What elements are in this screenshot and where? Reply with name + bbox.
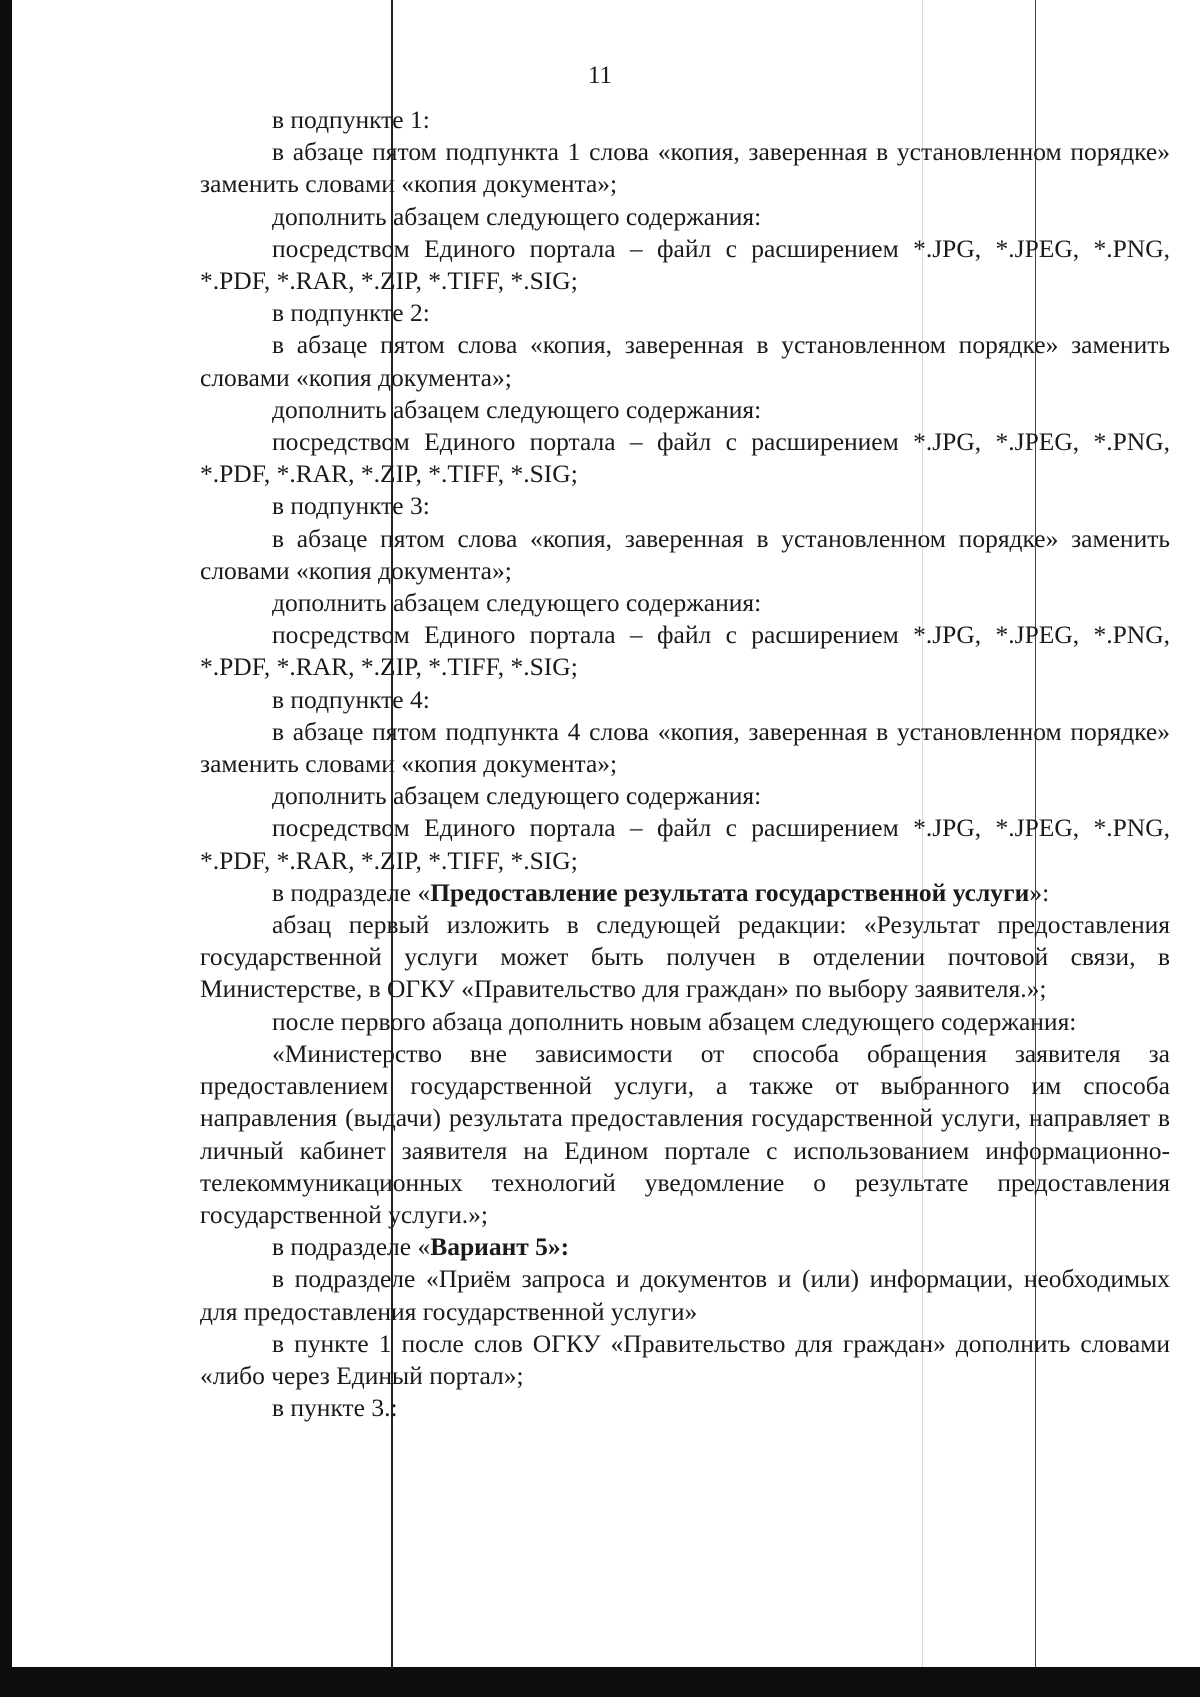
paragraph: посредством Единого портала – файл с расширением *.JPG, *.JPEG, *.PNG, *.PDF, *.RAR, *.ZIP, *.TIFF, *.SIG; (200, 427, 1170, 489)
subsection-heading-paragraph (200, 1231, 1170, 1263)
paragraph: посредством Единого портала – файл с расширением *.JPG, *.JPEG, *.PNG, *.PDF, *.RAR, *.ZIP, *.TIFF, *.SIG; (200, 620, 1170, 682)
paragraph: в подпункте 3: (272, 491, 430, 521)
paragraph: в пункте 1 после слов ОГКУ «Правительство для граждан» дополнить словами «либо через Единый портал»; (200, 1328, 1170, 1390)
paragraph: в пункте 3.: (272, 1393, 398, 1423)
paragraph: после первого абзаца дополнить новым абзацем следующего содержания: (272, 1006, 1077, 1036)
paragraph: в подразделе «Приём запроса и документов и (или) информации, необходимых для предоставления государственной услуги» (200, 1264, 1170, 1326)
subsection-heading-paragraph (200, 877, 1170, 909)
paragraph-text: в подразделе « (272, 1232, 431, 1262)
paragraph: дополнить абзацем следующего содержания: (272, 394, 762, 424)
paragraph: в абзаце пятом подпункта 1 слова «копия, заверенная в установленном порядке» заменить словами «копия документа»; (200, 137, 1170, 199)
paragraph: «Министерство вне зависимости от способа обращения заявителя за предоставлением государственной услуги, а также от выбранного им способа направления (выдачи) результата предоставления государственной услуги, направляет в личный кабинет заявителя на Едином портале с использованием информационно-телекоммуникационных технологий уведомление о результате предоставления государственной услуги.»; (200, 1038, 1170, 1229)
paragraph: дополнить абзацем следующего содержания: (272, 781, 762, 811)
paragraph-text: »: (1029, 877, 1050, 907)
paragraph: в абзаце пятом слова «копия, заверенная в установленном порядке» заменить словами «копия документа»; (200, 330, 1170, 392)
paragraph: в абзаце пятом слова «копия, заверенная в установленном порядке» заменить словами «копия документа»; (200, 523, 1170, 585)
paragraph: в абзаце пятом подпункта 4 слова «копия, заверенная в установленном порядке» заменить словами «копия документа»; (200, 716, 1170, 779)
paragraph: посредством Единого портала – файл с расширением *.JPG, *.JPEG, *.PNG, *.PDF, *.RAR, *.ZIP, *.TIFF, *.SIG; (200, 233, 1170, 296)
paragraph: в подпункте 2: (272, 298, 430, 328)
document-body (200, 104, 1170, 1424)
paragraph-text: в подразделе « (272, 877, 431, 907)
page-number: 11 (587, 62, 613, 89)
paragraph: в подпункте 1: (272, 105, 430, 134)
paragraph: дополнить абзацем следующего содержания: (272, 201, 762, 231)
paragraph: абзац первый изложить в следующей редакции: «Результат предоставления государственной услуги может быть получен в отделении почтовой связи, в Министерстве, в ОГКУ «Правительство для граждан» по выбору заявителя.»; (200, 910, 1170, 1004)
paragraph: в подпункте 4: (272, 684, 430, 714)
paragraph: дополнить абзацем следующего содержания: (272, 588, 762, 618)
paragraph: посредством Единого портала – файл с расширением *.JPG, *.JPEG, *.PNG, *.PDF, *.RAR, *.ZIP, *.TIFF, *.SIG; (200, 813, 1170, 875)
subsection-title: Вариант 5»: (430, 1232, 570, 1262)
scan-edge-bottom (0, 1667, 1200, 1697)
subsection-title: Предоставление результата государственной услуги (430, 877, 1030, 907)
scan-edge-left (0, 0, 12, 1697)
